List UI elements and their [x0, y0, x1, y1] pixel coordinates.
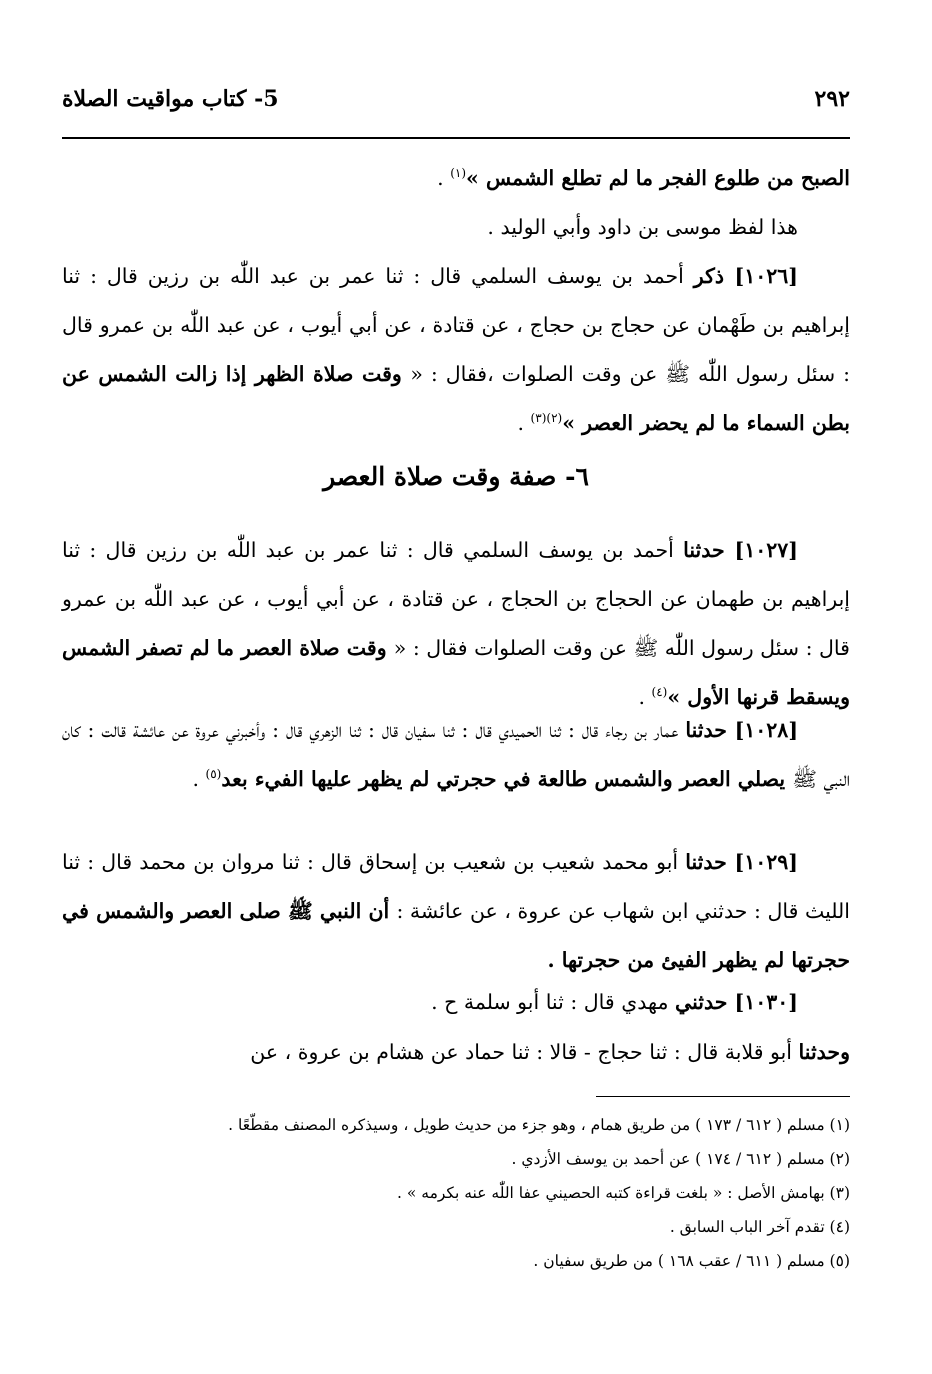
hadith-isnad: أبو قلابة قال : ثنا حجاج - قالا : ثنا حماد عن هشام بن عروة ، عن	[250, 1040, 799, 1064]
hadith-paragraph	[62, 252, 850, 448]
hadith-lead: وحدثنا	[798, 1040, 850, 1064]
hadith-paragraph	[62, 838, 850, 985]
wording-note: هذا لفظ موسى بن داود وأبي الوليد .	[487, 215, 798, 239]
hadith-paragraph	[62, 978, 850, 1027]
hadith-number: [١٠٣٠]	[734, 990, 798, 1014]
footnote: (٢) مسلم ( ٦١٢ / ١٧٤ ) عن أحمد بن يوسف الأزدي .	[511, 1150, 850, 1168]
continuation-line	[62, 154, 850, 203]
continuation-end: .	[437, 166, 451, 190]
page-header	[62, 86, 850, 122]
header-divider	[62, 137, 850, 139]
footnote: (٤) تقدم آخر الباب السابق .	[669, 1218, 850, 1236]
hadith-matn: يصلي العصر والشمس طالعة في حجرتي لم يظهر عليها الفيء بعد	[221, 767, 793, 791]
hadith-lead: حدثني	[674, 990, 735, 1014]
section-heading: ٦- صفة وقت صلاة العصر	[323, 462, 589, 491]
hadith-isnad: أبو محمد شعيب بن شعيب بن إسحاق قال : ثنا مروان بن محمد قال : ثنا الليث قال : حدثني ابن شهاب عن عروة ، عن عائشة :	[62, 850, 850, 923]
hadith-lead: حدثنا	[683, 538, 735, 562]
hadith-end: .	[517, 411, 531, 435]
hadith-number: [١٠٢٦]	[734, 264, 798, 288]
continuation-bold: الصبح من طلوع الفجر ما لم تطلع الشمس »	[466, 166, 850, 190]
top-block	[62, 154, 850, 252]
hadith-end: .	[192, 767, 206, 791]
hadith-1026	[62, 252, 850, 448]
hadith-paragraph	[62, 526, 850, 722]
footnote: (١) مسلم ( ٦١٢ / ١٧٣ ) من طريق همام ، وهو جزء من حديث طويل ، وسيذكره المصنف مقطّعًا .	[228, 1116, 850, 1134]
footnote-ref: (١)	[450, 166, 467, 181]
hadith-isnad: مهدي قال : ثنا أبو سلمة ح .	[431, 990, 675, 1014]
hadith-paragraph	[62, 1028, 850, 1077]
hadith-isnad: عمار بن رجاء قال : ثنا الحميدي قال : ثنا سفيان قال : ثنا الزهري قال : وأخبرني عروة عن عائشة قالت : كان النبي ﷺ	[62, 718, 850, 791]
hadith-number: [١٠٢٩]	[734, 850, 798, 874]
hadith-lead: حدثنا	[685, 850, 735, 874]
hadith-paragraph	[62, 706, 850, 804]
hadith-matn: وقت صلاة العصر ما لم تصفر الشمس ويسقط قرنها الأول »	[62, 636, 850, 709]
hadith-1029	[62, 838, 850, 985]
footnote-ref: (٥)	[205, 767, 222, 782]
page-number: ٢٩٢	[814, 86, 850, 112]
hadith-continuation	[62, 1028, 850, 1077]
hadith-number: [١٠٢٧]	[734, 538, 798, 562]
footnote: (٥) مسلم ( ٦١١ / عقب ١٦٨ ) من طريق سفيان .	[533, 1252, 850, 1270]
hadith-end: .	[638, 685, 652, 709]
footnote-ref: (٤)	[651, 685, 668, 700]
footnote-ref: (٢)(٣)	[530, 411, 563, 426]
hadith-1027	[62, 526, 850, 722]
hadith-lead: ذكر	[693, 264, 735, 288]
hadith-matn: وقت صلاة الظهر إذا زالت الشمس عن بطن السماء ما لم يحضر العصر »	[62, 362, 850, 435]
hadith-isnad: أحمد بن يوسف السلمي قال : ثنا عمر بن عبد اللّٰه بن رزين قال : ثنا إبراهيم بن طَهْمان عن حجاج بن حجاج ، عن قتادة ، عن أبي أيوب ، عن عبد اللّٰه بن عمرو قال : سئل رسول اللّٰه ﷺ عن وقت الصلوات ،فقال : «	[62, 264, 850, 386]
footnote: (٣) بهامش الأصل : « بلغت قراءة كتبه الحصيني عفا اللّٰه عنه بكرمه » .	[397, 1184, 850, 1202]
hadith-isnad: أحمد بن يوسف السلمي قال : ثنا عمر بن عبد اللّٰه بن رزين قال : ثنا إبراهيم بن طهمان عن الحجاج بن الحجاج ، عن قتادة ، عن أبي أيوب ، عن عبد اللّٰه بن عمرو قال : سئل رسول اللّٰه ﷺ عن وقت الصلوات فقال : «	[62, 538, 851, 660]
hadith-1028	[62, 706, 850, 804]
chapter-title: 5- كتاب مواقيت الصلاة	[62, 86, 279, 112]
hadith-1030	[62, 978, 850, 1027]
hadith-matn: أن النبي ﷺ صلى العصر والشمس في حجرتها لم يظهر الفيئ من حجرتها .	[62, 899, 850, 972]
hadith-lead: حدثنا	[685, 718, 735, 742]
hadith-number: [١٠٢٨]	[734, 718, 799, 742]
footnote-divider	[596, 1096, 850, 1097]
footnotes	[62, 1108, 850, 1278]
